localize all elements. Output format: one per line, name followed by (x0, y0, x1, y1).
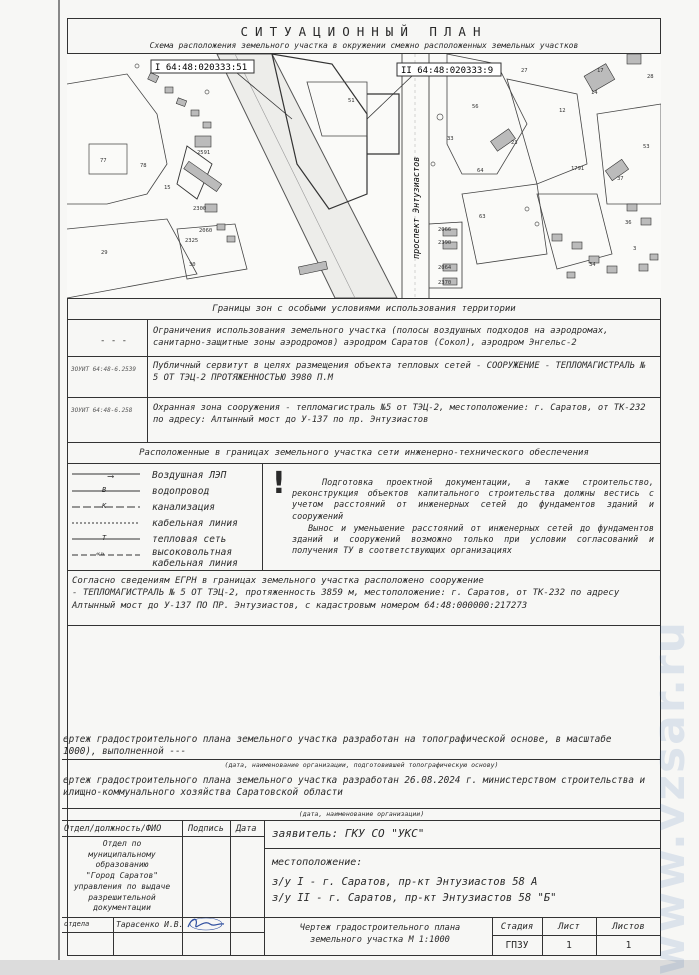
egrn-line: - ТЕПЛОМАГИСТРАЛЬ № 5 ОТ ТЭЦ-2, протяженность 3859 м, местоположение: г. Саратов, от ТК-232 по адресу (72, 588, 620, 598)
legend-label: кабельная линия (152, 518, 238, 529)
zone-text: Публичный сервитут в целях размещения объекта тепловых сетей - СООРУЖЕНИЕ - ТЕПЛОМАГИСТРАЛЬ № 5 ОТ ТЭЦ-2 ПРОТЯЖЕННОСТЬЮ 3980 П.М (153, 361, 646, 383)
map-number: 30 (189, 262, 196, 268)
parcel1-label: I 64:48:020333:51 (155, 63, 248, 73)
divider (67, 463, 661, 464)
signature-mark (184, 915, 228, 933)
legend-label: высоковольтная кабельная линия (152, 547, 238, 569)
warning-exclamation: ! (272, 466, 286, 501)
map-number: 78 (140, 163, 147, 169)
map-number: 37 (617, 176, 624, 182)
divider (62, 759, 661, 760)
map-number: 15 (164, 185, 171, 191)
divider (67, 570, 661, 571)
zones-heading: Границы зон с особыми условиями использования территории (212, 304, 516, 314)
map-number: 36 (625, 220, 632, 226)
sheets-value: 1 (625, 940, 632, 951)
divider (262, 463, 263, 570)
page-subtitle: Схема расположения земельного участка в окружении смежно расположенных земельных участков (149, 41, 579, 50)
col-sign-header: Подпись (188, 824, 224, 834)
zone-text: Охранная зона сооружения - тепломагистраль №5 от ТЭЦ-2, местоположение: г. Саратов, от ТК-232 по адресу: Алтынный мост до У-137 по пр. Энтузиастов (153, 403, 646, 425)
divider (113, 917, 114, 956)
stage-value: ГПЗУ (505, 940, 529, 951)
watermark: www.vzsar.ru (644, 620, 695, 975)
map-number: 1791 (571, 166, 585, 172)
map-number: 2064 (438, 265, 452, 271)
legend-symbol: В (102, 486, 107, 494)
row2-dept: отдела (64, 920, 90, 928)
legend-symbol: «» (96, 550, 105, 558)
parcel2-label: II 64:48:020333:9 (401, 66, 494, 76)
legend-label: канализация (152, 502, 215, 513)
drawing-name: Чертеж градостроительного плана земельного участка М 1:1000 (299, 923, 461, 945)
map-number: 29 (101, 250, 108, 256)
divider (67, 298, 661, 299)
legend-symbol: Т (102, 534, 107, 542)
location-label: местоположение: (272, 857, 363, 868)
map-number: 2300 (193, 206, 207, 212)
divider (492, 935, 661, 936)
col-dept-header: Отдел/должность/ФИО (64, 824, 162, 834)
basis-line: ертеж градостроительного плана земельного участка разработан 26.08.2024 г. министерством строительства и (63, 775, 646, 786)
map-number: 63 (479, 214, 486, 220)
zone-code: - - - (100, 336, 128, 346)
egrn-line: Алтынный мост до У-137 ПО ПР. Энтузиастов, с кадастровым номером 64:48:000000:217273 (72, 601, 528, 611)
divider (62, 836, 264, 837)
map-number: 12 (559, 108, 566, 114)
map-number: 23 (511, 140, 518, 146)
zone-code: ЗОУИТ 64:48-6.2539 (71, 366, 137, 373)
map-number: 2591 (197, 150, 211, 156)
page-title: СИТУАЦИОННЫЙ ПЛАН (240, 24, 488, 39)
location-1: з/у I - г. Саратов, пр-кт Энтузиастов 58 А (272, 876, 538, 888)
zone-code: ЗОУИТ 64:48-6.258 (71, 407, 133, 414)
divider (147, 319, 148, 442)
map-number: 2066 (438, 227, 452, 233)
applicant: заявитель: ГКУ СО "УКС" (272, 827, 425, 840)
row2-name: Тарасенко И.В. (116, 920, 184, 929)
legend-label: тепловая сеть (152, 534, 227, 545)
divider (62, 917, 264, 918)
map-number: 56 (472, 104, 479, 110)
map-number: 2370 (438, 280, 452, 286)
zone-text: Ограничения использования земельного участка (полосы воздушных подходов на аэродромах, санитарно-защитные зоны аэродромов) аэродром Саратов (Сокол), аэродром Энгельс-2 (153, 326, 609, 348)
basis-line: илищно-коммунального хозяйства Саратовской области (63, 787, 343, 798)
basis-caption: (дата, наименование организации) (298, 810, 425, 818)
legend-label: водопровод (152, 486, 210, 497)
basis-caption: (дата, наименование организации, подготовившей топографическую основу) (224, 761, 499, 769)
map-number: 2325 (185, 238, 199, 244)
sheets-label: Листов (612, 922, 645, 932)
map-number: 14 (591, 90, 598, 96)
divider (230, 820, 231, 956)
divider (182, 820, 183, 956)
map-number: 28 (647, 74, 654, 80)
situation-map (67, 54, 661, 298)
map-number: 77 (100, 158, 107, 164)
street-label: проспект Энтузиастов (412, 156, 422, 259)
legend-symbol: ⟶ (108, 472, 114, 482)
divider (264, 848, 661, 849)
legend-label: Воздушная ЛЭП (152, 470, 227, 481)
legend-symbol: К (102, 502, 107, 510)
network-note-1: Подготовка проектной документации, а также строительство, реконструкция объектов капитального строительства должны вестись с учетом расстояний от инженерных сетей до фундаментов зданий и сооружений (292, 478, 654, 522)
map-number: 2390 (438, 240, 452, 246)
divider (67, 356, 661, 357)
networks-heading: Расположенные в границах земельного участка сети инженерно-технического обеспечения (139, 448, 589, 458)
divider (62, 932, 264, 933)
map-number: 17 (597, 68, 604, 74)
sheet-label: Лист (558, 922, 580, 932)
map-number: 33 (447, 136, 454, 142)
col-date-header: Дата (236, 824, 257, 834)
stamp-top (62, 820, 661, 821)
stage-label: Стадия (500, 922, 534, 932)
divider (67, 397, 661, 398)
basis-line: 1000), выполненной --- (63, 746, 187, 757)
binding-edge (58, 0, 60, 960)
map-number: 34 (589, 262, 596, 268)
dept-text: Отдел по муниципальному образованию "Город Саратов" управления по выдаче разрешительной документации (73, 839, 171, 913)
divider (62, 808, 661, 809)
map-number: 3 (633, 246, 637, 252)
location-2: з/у II - г. Саратов, пр-кт Энтузиастов 58 "Б" (272, 892, 557, 904)
basis-line: ертеж градостроительного плана земельного участка разработан на топографической основе, в масштабе (63, 734, 612, 745)
map-number: 2060 (199, 228, 213, 234)
map-number: 53 (643, 144, 650, 150)
divider (264, 917, 661, 918)
egrn-line: Согласно сведениям ЕГРН в границах земельного участка расположено сооружение (72, 576, 484, 586)
divider (67, 319, 661, 320)
map-number: 27 (521, 68, 528, 74)
divider (67, 625, 661, 626)
divider (264, 820, 265, 956)
network-note-2: Вынос и уменьшение расстояний от инженерных сетей до фундаментов зданий и сооружений возможно только при условии согласований и получения ТУ в соответствующих организациях (292, 524, 654, 557)
sheet-value: 1 (566, 940, 572, 951)
map-number: 64 (477, 168, 484, 174)
map-number: 51 (348, 98, 355, 104)
divider (67, 442, 661, 443)
